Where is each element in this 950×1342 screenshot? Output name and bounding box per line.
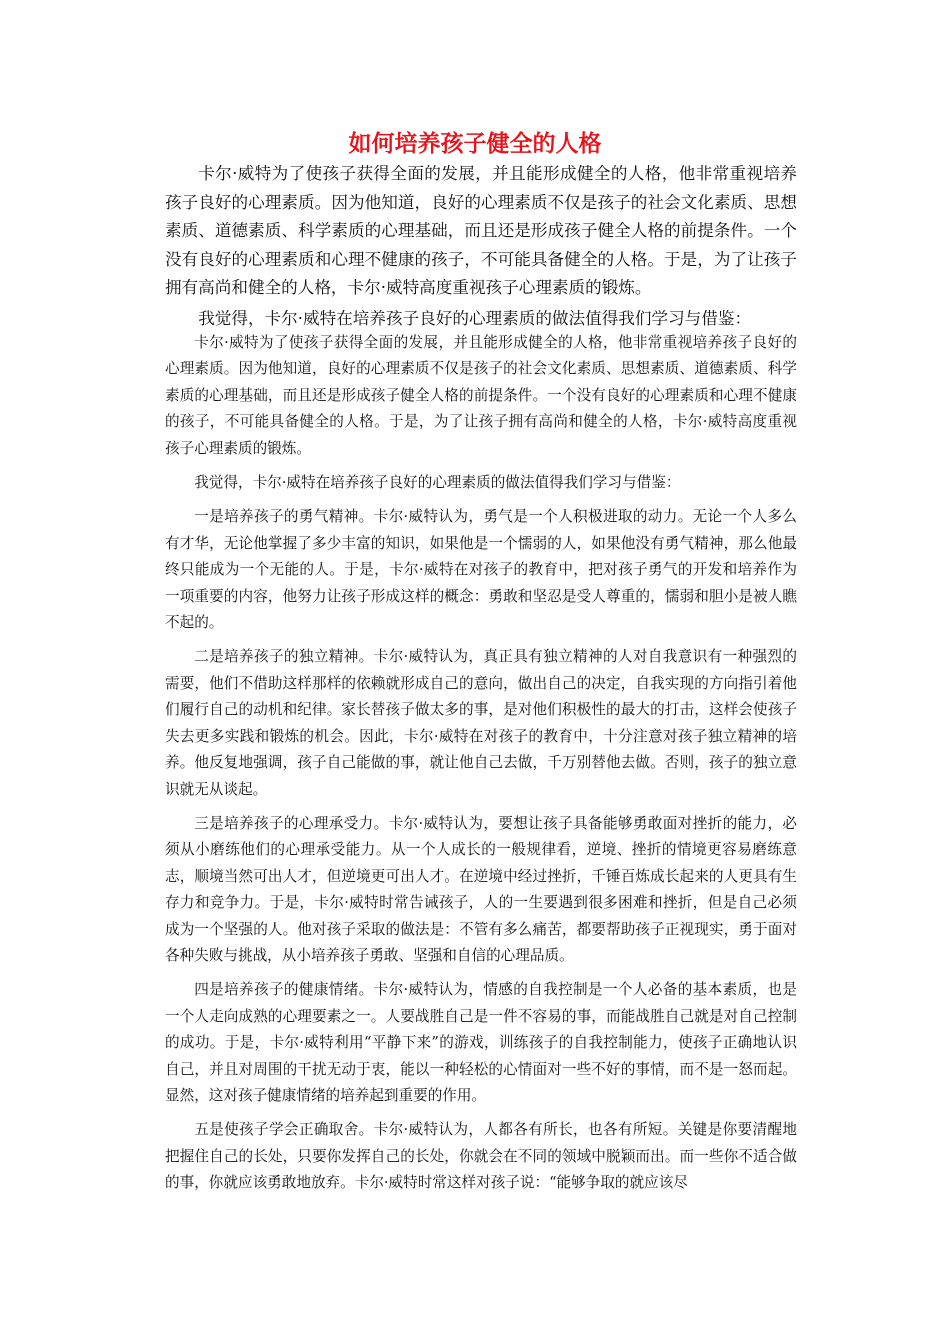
intro-paragraph: 卡尔·威特为了使孩子获得全面的发展，并且能形成健全的人格，他非常重视培养孩子良好的心理素质。因为他知道，良好的心理素质不仅是孩子的社会文化素质、思想素质、道德素质、科学素质的心理基础，而且还是形成孩子健全人格的前提条件。一个没有良好的心理素质和心理不健康的孩子，不可能具备健全的人格。于是，为了让孩子拥有高尚和健全的人格，卡尔·威特高度重视孩子心理素质的锻炼。 [165,164,797,298]
body-paragraph: 三是培养孩子的心理承受力。卡尔·威特认为，要想让孩子具备能够勇敢面对挫折的能力，必须从小磨练他们的心理承受能力。从一个人成长的一般规律看，逆境、挫折的情境更容易磨练意志，顺境当然可出人才，但逆境更可出人才。在逆境中经过挫折，千锤百炼成长起来的人更具有生存力和竞争力。于是，卡尔·威特时常告诫孩子，人的一生要遇到很多困难和挫折，但是自己必须成为一个坚强的人。他对孩子采取的做法是：不管有多么痛苦，都要帮助孩子正视现实，勇于面对各种失败与挑战，从小培养孩子勇敢、坚强和自信的心理品质。 [165,814,797,964]
intro-section [165,160,797,334]
body-section [165,330,797,1205]
body-paragraph: 我觉得，卡尔·威特在培养孩子良好的心理素质的做法值得我们学习与借鉴： [194,474,681,492]
body-paragraph: 四是培养孩子的健康情绪。卡尔·威特认为，情感的自我控制是一个人必备的基本素质，也是一个人走向成熟的心理要素之一。人要战胜自己是一件不容易的事，而能战胜自己就是对自己控制的成功。于是，卡尔·威特利用“平静下来”的游戏，训练孩子的自我控制能力，使孩子正确地认识自己，并且对周围的干扰无动于衷，能以一种轻松的心情面对一些不好的事情，而不是一怒而起。显然，这对孩子健康情绪的培养起到重要的作用。 [165,981,797,1104]
body-paragraph: 五是使孩子学会正确取舍。卡尔·威特认为，人都各有所长，也各有所短。关键是你要清醒地把握住自己的长处，只要你发挥自己的长处，你就会在不同的领域中脱颖而出。而一些你不适合做的事，你就应该勇敢地放弃。卡尔·威特时常这样对孩子说：“能够争取的就应该尽 [165,1121,797,1192]
body-paragraph: 卡尔·威特为了使孩子获得全面的发展，并且能形成健全的人格，他非常重视培养孩子良好的心理素质。因为他知道，良好的心理素质不仅是孩子的社会文化素质、思想素质、道德素质、科学素质的心理基础，而且还是形成孩子健全人格的前提条件。一个没有良好的心理素质和心理不健康的孩子，不可能具备健全的人格。于是，为了让孩子拥有高尚和健全的人格，卡尔·威特高度重视孩子心理素质的锻炼。 [165,334,797,457]
intro-paragraph: 我觉得，卡尔·威特在培养孩子良好的心理素质的做法值得我们学习与借鉴： [198,308,752,328]
document-title: 如何培养孩子健全的人格 [348,130,602,157]
body-paragraph: 一是培养孩子的勇气精神。卡尔·威特认为，勇气是一个人积极进取的动力。无论一个人多么有才华，无论他掌握了多少丰富的知识，如果他是一个懦弱的人，如果他没有勇气精神，那么他最终只能成为一个无能的人。于是，卡尔·威特在对孩子的教育中，把对孩子勇气的开发和培养作为一项重要的内容，他努力让孩子形成这样的概念：勇敢和坚忍是受人尊重的，懦弱和胆小是被人瞧不起的。 [165,508,797,632]
body-paragraph: 二是培养孩子的独立精神。卡尔·威特认为，真正具有独立精神的人对自我意识有一种强烈的需要，他们不借助这样那样的依赖就形成自己的意向，做出自己的决定，自我实现的方向指引着他们履行自己的动机和纪律。家长替孩子做太多的事，是对他们积极性的最大的打击，这样会使孩子失去更多实践和锻炼的机会。因此，卡尔·威特在对孩子的教育中，十分注意对孩子独立精神的培养。他反复地强调，孩子自己能做的事，就让他自己去做，千万别替他去做。否则，孩子的独立意识就无从谈起。 [165,648,797,798]
